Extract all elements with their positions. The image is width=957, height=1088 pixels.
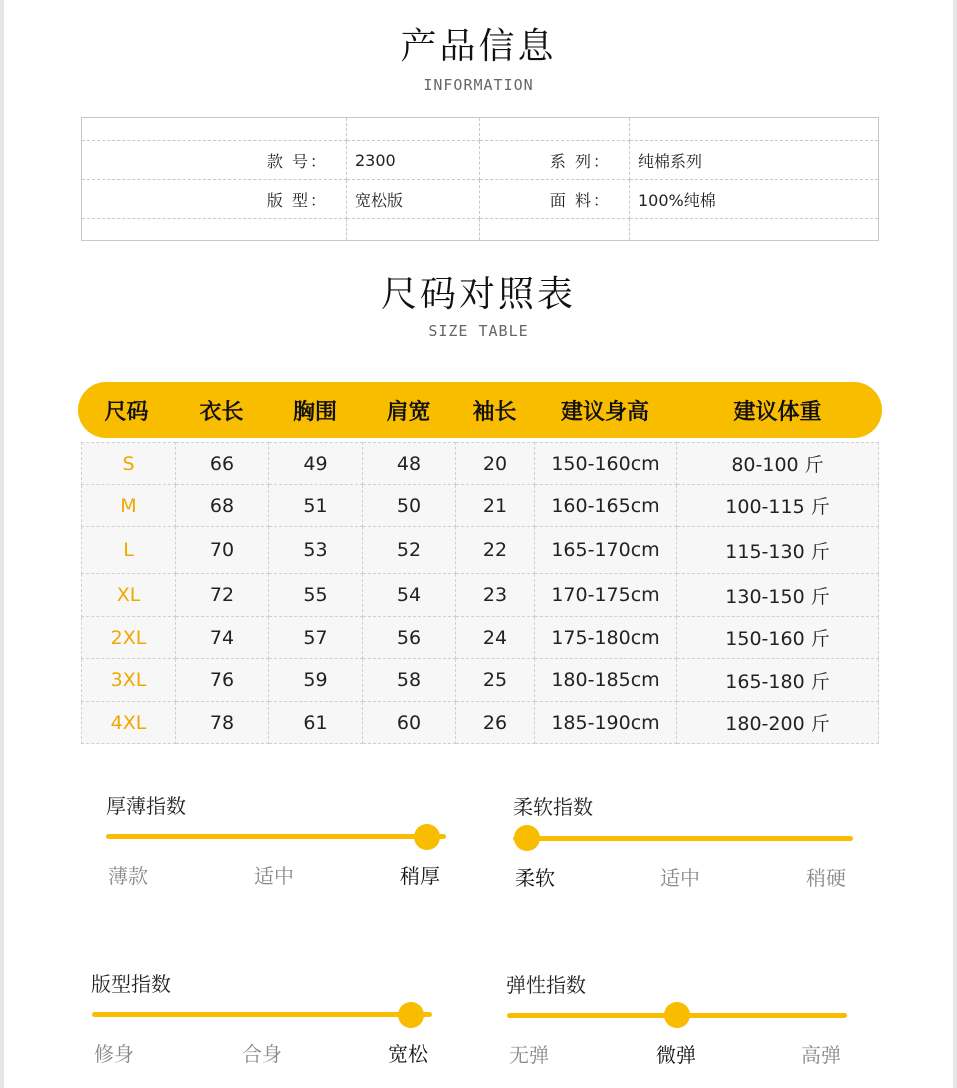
size-cell-sleeve: 20 (456, 443, 535, 485)
softness-track (513, 836, 853, 841)
size-cell-chest: 55 (269, 574, 363, 617)
elasticity-knob[interactable] (664, 1002, 690, 1028)
size-cell-height: 150-160cm (535, 443, 677, 485)
elasticity-title: 弹性指数 (506, 973, 586, 997)
style-number-value: 2300 (347, 141, 480, 180)
header-shoulder: 肩宽 (386, 399, 431, 425)
size-cell-chest: 51 (269, 485, 363, 527)
series-label: 系 列： (480, 141, 630, 180)
size-cell-sleeve: 25 (456, 659, 535, 702)
size-cell-weight: 115-130 斤 (677, 527, 879, 574)
size-cell-shoulder: 56 (363, 617, 456, 659)
size-cell-length: 74 (176, 617, 269, 659)
size-cell-size: XL (82, 574, 176, 617)
size-cell-length: 70 (176, 527, 269, 574)
size-cell-height: 185-190cm (535, 702, 677, 744)
fit-value: 宽松版 (347, 180, 480, 219)
size-subtitle: SIZE TABLE (428, 322, 529, 340)
size-cell-shoulder: 52 (363, 527, 456, 574)
size-cell-height: 165-170cm (535, 527, 677, 574)
size-cell-weight: 165-180 斤 (677, 659, 879, 702)
header-sleeve: 袖长 (472, 399, 517, 425)
style-number-label: 款 号： (82, 141, 347, 180)
size-table-header (78, 382, 882, 438)
size-title: 尺码对照表 (380, 274, 576, 315)
elasticity-level-none: 无弹 (509, 1043, 549, 1067)
size-cell-weight: 180-200 斤 (677, 702, 879, 744)
thickness-level-medium: 适中 (254, 864, 294, 888)
info-row (82, 180, 879, 219)
size-cell-weight: 130-150 斤 (677, 574, 879, 617)
elasticity-level-slight: 微弹 (656, 1043, 696, 1067)
header-weight: 建议体重 (733, 399, 822, 425)
softness-knob[interactable] (514, 825, 540, 851)
size-cell-chest: 59 (269, 659, 363, 702)
softness-title: 柔软指数 (513, 795, 593, 819)
size-cell-height: 170-175cm (535, 574, 677, 617)
size-cell-size: M (82, 485, 176, 527)
size-cell-shoulder: 58 (363, 659, 456, 702)
softness-level-soft: 柔软 (515, 866, 555, 890)
size-cell-sleeve: 23 (456, 574, 535, 617)
size-row (82, 527, 879, 574)
size-cell-chest: 49 (269, 443, 363, 485)
size-row (82, 659, 879, 702)
size-cell-height: 160-165cm (535, 485, 677, 527)
size-cell-weight: 80-100 斤 (677, 443, 879, 485)
size-cell-shoulder: 50 (363, 485, 456, 527)
size-row (82, 702, 879, 744)
fit-level-slim: 修身 (94, 1042, 134, 1066)
fabric-value: 100%纯棉 (630, 180, 879, 219)
size-row (82, 443, 879, 485)
size-cell-sleeve: 21 (456, 485, 535, 527)
size-cell-chest: 53 (269, 527, 363, 574)
size-table (81, 442, 879, 744)
size-cell-size: 4XL (82, 702, 176, 744)
header-size: 尺码 (104, 399, 149, 425)
series-value: 纯棉系列 (630, 141, 879, 180)
size-cell-size: 2XL (82, 617, 176, 659)
fit-track (92, 1012, 432, 1017)
size-cell-weight: 150-160 斤 (677, 617, 879, 659)
info-subtitle: INFORMATION (423, 76, 534, 94)
fit-level-regular: 合身 (242, 1042, 282, 1066)
size-cell-length: 66 (176, 443, 269, 485)
size-cell-weight: 100-115 斤 (677, 485, 879, 527)
size-cell-chest: 57 (269, 617, 363, 659)
header-length: 衣长 (199, 399, 244, 425)
thickness-level-thick: 稍厚 (400, 864, 440, 888)
size-cell-sleeve: 24 (456, 617, 535, 659)
size-row (82, 574, 879, 617)
right-border (953, 0, 957, 1088)
info-title: 产品信息 (400, 26, 557, 67)
header-height: 建议身高 (560, 399, 649, 425)
size-cell-shoulder: 48 (363, 443, 456, 485)
size-cell-size: L (82, 527, 176, 574)
thickness-level-thin: 薄款 (108, 864, 148, 888)
thickness-title: 厚薄指数 (106, 794, 186, 818)
thickness-track (106, 834, 446, 839)
size-cell-sleeve: 22 (456, 527, 535, 574)
softness-level-medium: 适中 (660, 866, 700, 890)
size-cell-height: 180-185cm (535, 659, 677, 702)
fabric-label: 面 料： (480, 180, 630, 219)
info-row (82, 141, 879, 180)
size-cell-chest: 61 (269, 702, 363, 744)
header-chest: 胸围 (292, 399, 337, 425)
info-table (81, 117, 879, 241)
size-cell-size: 3XL (82, 659, 176, 702)
thickness-knob[interactable] (414, 824, 440, 850)
size-cell-length: 72 (176, 574, 269, 617)
size-row (82, 617, 879, 659)
left-border (0, 0, 4, 1088)
size-cell-shoulder: 60 (363, 702, 456, 744)
size-cell-size: S (82, 443, 176, 485)
size-cell-sleeve: 26 (456, 702, 535, 744)
size-cell-length: 76 (176, 659, 269, 702)
size-cell-length: 68 (176, 485, 269, 527)
size-cell-shoulder: 54 (363, 574, 456, 617)
fit-knob[interactable] (398, 1002, 424, 1028)
size-cell-height: 175-180cm (535, 617, 677, 659)
fit-index-title: 版型指数 (91, 972, 171, 996)
fit-level-loose: 宽松 (388, 1042, 428, 1066)
elasticity-level-high: 高弹 (801, 1043, 841, 1067)
size-row (82, 485, 879, 527)
softness-level-hard: 稍硬 (806, 866, 846, 890)
size-cell-length: 78 (176, 702, 269, 744)
fit-label: 版 型： (82, 180, 347, 219)
